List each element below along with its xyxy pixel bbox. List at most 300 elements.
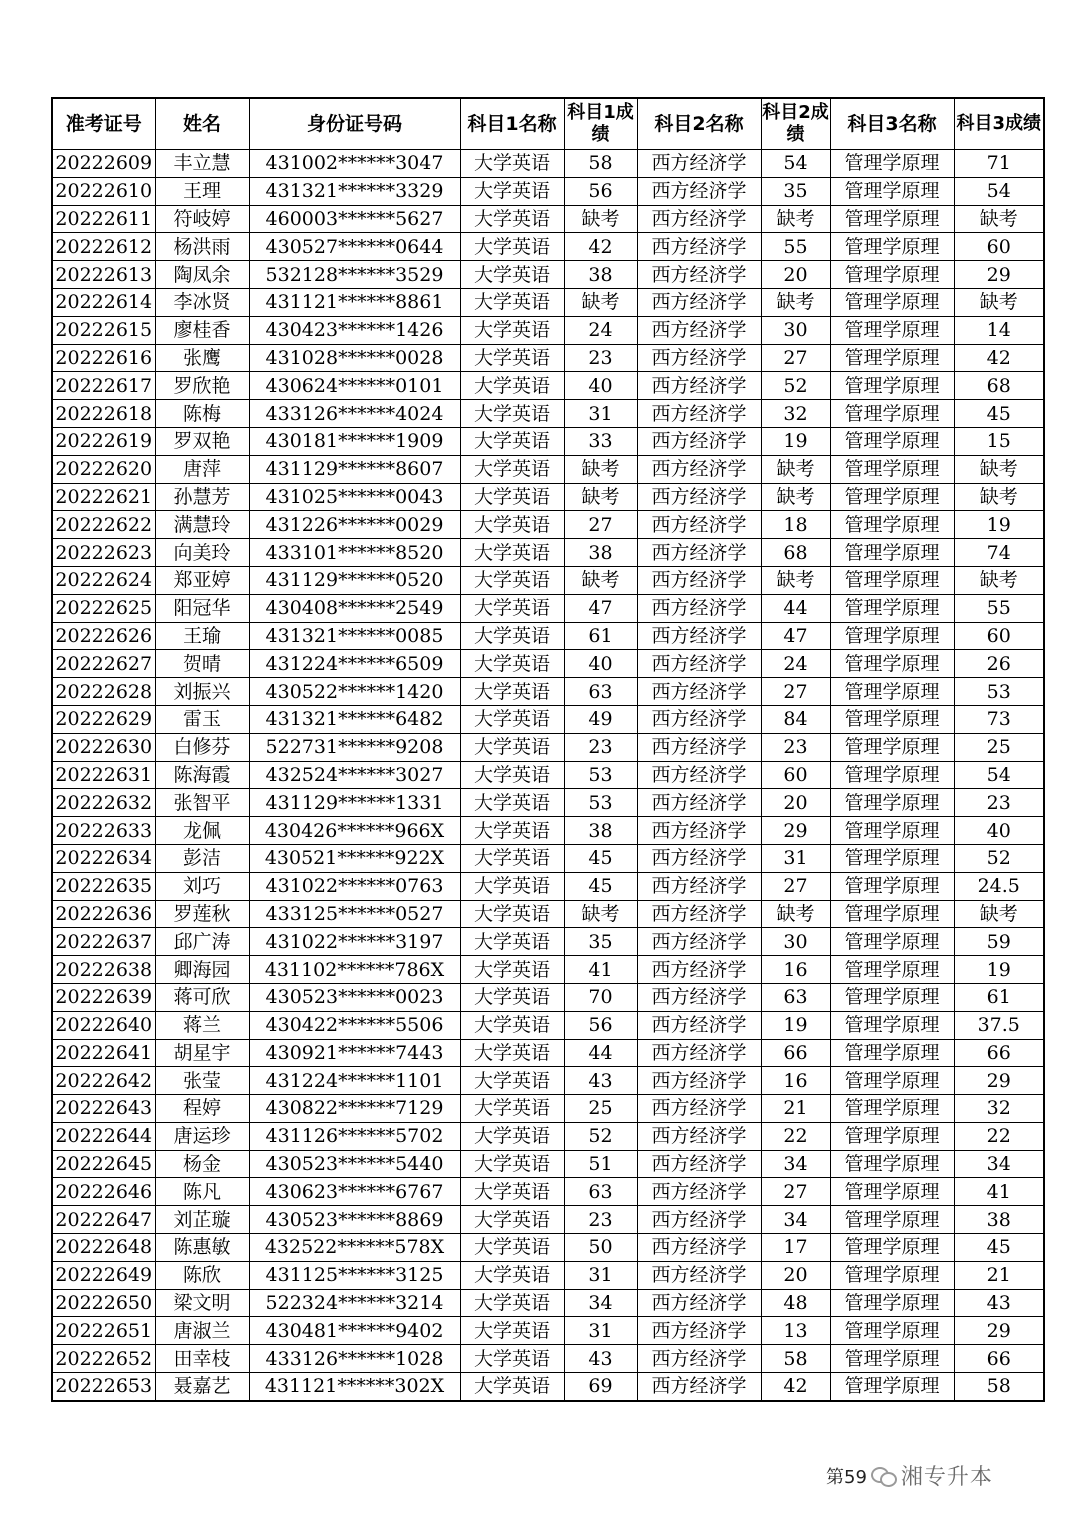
cell-subject3-name: 管理学原理 (830, 261, 954, 289)
cell-name: 陈凡 (155, 1178, 249, 1206)
cell-name: 蒋可欣 (155, 983, 249, 1011)
cell-subject3-name: 管理学原理 (830, 1039, 954, 1067)
cell-subject1-name: 大学英语 (460, 316, 564, 344)
cell-id-number: 433126******4024 (249, 400, 460, 428)
cell-id-number: 430523******8869 (249, 1206, 460, 1234)
cell-subject1-name: 大学英语 (460, 288, 564, 316)
table-row (52, 511, 1044, 539)
cell-subject3-name: 管理学原理 (830, 844, 954, 872)
cell-name: 陈惠敏 (155, 1234, 249, 1262)
table-row (52, 1178, 1044, 1206)
cell-subject2-score: 30 (761, 928, 830, 956)
table-row (52, 1067, 1044, 1095)
cell-subject1-name: 大学英语 (460, 1178, 564, 1206)
cell-subject2-score: 20 (761, 261, 830, 289)
cell-subject3-score: 60 (954, 622, 1044, 650)
cell-name: 白修芬 (155, 733, 249, 761)
cell-subject2-name: 西方经济学 (637, 288, 761, 316)
cell-subject3-name: 管理学原理 (830, 1261, 954, 1289)
cell-subject1-score: 45 (564, 872, 637, 900)
cell-subject2-name: 西方经济学 (637, 316, 761, 344)
cell-exam-id: 20222628 (52, 678, 155, 706)
cell-subject2-name: 西方经济学 (637, 789, 761, 817)
score-table (51, 97, 1045, 1402)
cell-subject1-score: 31 (564, 1261, 637, 1289)
cell-subject2-score: 54 (761, 150, 830, 178)
cell-subject2-score: 缺考 (761, 900, 830, 928)
cell-subject1-score: 23 (564, 733, 637, 761)
cell-subject1-name: 大学英语 (460, 1317, 564, 1345)
cell-subject3-name: 管理学原理 (830, 817, 954, 845)
table-row (52, 566, 1044, 594)
cell-subject2-score: 44 (761, 594, 830, 622)
cell-subject2-score: 84 (761, 705, 830, 733)
cell-subject2-name: 西方经济学 (637, 983, 761, 1011)
cell-subject2-score: 66 (761, 1039, 830, 1067)
cell-subject2-score: 21 (761, 1095, 830, 1123)
cell-subject1-name: 大学英语 (460, 761, 564, 789)
cell-id-number: 431129******1331 (249, 789, 460, 817)
cell-name: 卿海园 (155, 956, 249, 984)
cell-subject3-name: 管理学原理 (830, 650, 954, 678)
cell-subject3-score: 22 (954, 1122, 1044, 1150)
cell-subject1-name: 大学英语 (460, 705, 564, 733)
cell-subject1-name: 大学英语 (460, 817, 564, 845)
cell-exam-id: 20222642 (52, 1067, 155, 1095)
cell-exam-id: 20222613 (52, 261, 155, 289)
cell-name: 罗莲秋 (155, 900, 249, 928)
cell-id-number: 431022******0763 (249, 872, 460, 900)
cell-exam-id: 20222620 (52, 455, 155, 483)
cell-id-number: 431121******302X (249, 1373, 460, 1401)
cell-subject3-name: 管理学原理 (830, 1122, 954, 1150)
cell-subject3-score: 缺考 (954, 205, 1044, 233)
cell-subject1-score: 63 (564, 1178, 637, 1206)
cell-id-number: 430481******9402 (249, 1317, 460, 1345)
cell-subject1-name: 大学英语 (460, 483, 564, 511)
table-row (52, 1373, 1044, 1401)
cell-subject2-name: 西方经济学 (637, 650, 761, 678)
cell-id-number: 431102******786X (249, 956, 460, 984)
cell-id-number: 430408******2549 (249, 594, 460, 622)
cell-subject2-score: 42 (761, 1373, 830, 1401)
cell-exam-id: 20222625 (52, 594, 155, 622)
cell-subject2-name: 西方经济学 (637, 261, 761, 289)
table-row (52, 288, 1044, 316)
cell-subject3-score: 40 (954, 817, 1044, 845)
table-row (52, 483, 1044, 511)
cell-subject2-name: 西方经济学 (637, 928, 761, 956)
cell-subject3-name: 管理学原理 (830, 566, 954, 594)
header-subject3-name: 科目3名称 (830, 98, 954, 150)
cell-subject2-name: 西方经济学 (637, 761, 761, 789)
cell-subject3-score: 45 (954, 1234, 1044, 1262)
cell-subject2-score: 35 (761, 177, 830, 205)
table-row (52, 400, 1044, 428)
cell-subject2-score: 23 (761, 733, 830, 761)
cell-subject2-name: 西方经济学 (637, 205, 761, 233)
cell-subject3-name: 管理学原理 (830, 1011, 954, 1039)
cell-subject3-score: 54 (954, 177, 1044, 205)
cell-subject3-name: 管理学原理 (830, 316, 954, 344)
cell-name: 李冰贤 (155, 288, 249, 316)
header-subject1-name: 科目1名称 (460, 98, 564, 150)
cell-subject1-score: 25 (564, 1095, 637, 1123)
cell-exam-id: 20222632 (52, 789, 155, 817)
cell-exam-id: 20222646 (52, 1178, 155, 1206)
header-subject3-score: 科目3成绩 (954, 98, 1044, 150)
cell-subject2-score: 55 (761, 233, 830, 261)
cell-exam-id: 20222609 (52, 150, 155, 178)
cell-id-number: 430523******0023 (249, 983, 460, 1011)
cell-subject1-score: 45 (564, 844, 637, 872)
cell-subject2-name: 西方经济学 (637, 1234, 761, 1262)
cell-name: 张智平 (155, 789, 249, 817)
cell-subject2-name: 西方经济学 (637, 566, 761, 594)
cell-exam-id: 20222634 (52, 844, 155, 872)
cell-name: 刘芷璇 (155, 1206, 249, 1234)
cell-subject2-name: 西方经济学 (637, 1150, 761, 1178)
cell-subject3-name: 管理学原理 (830, 1345, 954, 1373)
cell-id-number: 430624******0101 (249, 372, 460, 400)
cell-subject2-name: 西方经济学 (637, 1345, 761, 1373)
cell-exam-id: 20222616 (52, 344, 155, 372)
cell-subject2-score: 缺考 (761, 455, 830, 483)
cell-id-number: 432522******578X (249, 1234, 460, 1262)
cell-exam-id: 20222630 (52, 733, 155, 761)
cell-subject2-name: 西方经济学 (637, 594, 761, 622)
cell-exam-id: 20222618 (52, 400, 155, 428)
cell-subject3-score: 37.5 (954, 1011, 1044, 1039)
cell-subject3-score: 41 (954, 1178, 1044, 1206)
cell-subject2-score: 24 (761, 650, 830, 678)
cell-subject3-score: 26 (954, 650, 1044, 678)
cell-subject3-name: 管理学原理 (830, 177, 954, 205)
cell-subject3-name: 管理学原理 (830, 372, 954, 400)
cell-subject2-name: 西方经济学 (637, 1011, 761, 1039)
header-subject2-score: 科目2成绩 (761, 98, 830, 150)
cell-subject1-name: 大学英语 (460, 594, 564, 622)
table-row (52, 1206, 1044, 1234)
cell-subject3-name: 管理学原理 (830, 1095, 954, 1123)
cell-subject1-score: 31 (564, 400, 637, 428)
cell-subject3-score: 缺考 (954, 900, 1044, 928)
cell-subject3-name: 管理学原理 (830, 789, 954, 817)
cell-subject2-score: 48 (761, 1289, 830, 1317)
table-row (52, 705, 1044, 733)
cell-exam-id: 20222626 (52, 622, 155, 650)
cell-subject3-name: 管理学原理 (830, 1234, 954, 1262)
cell-subject1-score: 53 (564, 789, 637, 817)
cell-subject1-name: 大学英语 (460, 1373, 564, 1401)
cell-subject3-name: 管理学原理 (830, 1289, 954, 1317)
cell-subject1-name: 大学英语 (460, 928, 564, 956)
cell-subject2-score: 60 (761, 761, 830, 789)
cell-name: 刘振兴 (155, 678, 249, 706)
table-row (52, 594, 1044, 622)
cell-subject2-score: 52 (761, 372, 830, 400)
cell-subject2-score: 缺考 (761, 566, 830, 594)
cell-subject1-name: 大学英语 (460, 427, 564, 455)
cell-id-number: 431224******1101 (249, 1067, 460, 1095)
cell-subject1-name: 大学英语 (460, 956, 564, 984)
cell-subject1-score: 44 (564, 1039, 637, 1067)
cell-subject3-name: 管理学原理 (830, 1373, 954, 1401)
cell-subject3-score: 14 (954, 316, 1044, 344)
cell-subject2-name: 西方经济学 (637, 622, 761, 650)
cell-exam-id: 20222619 (52, 427, 155, 455)
cell-subject1-name: 大学英语 (460, 1234, 564, 1262)
table-row (52, 372, 1044, 400)
cell-subject2-score: 22 (761, 1122, 830, 1150)
cell-id-number: 431129******8607 (249, 455, 460, 483)
cell-subject1-name: 大学英语 (460, 1150, 564, 1178)
cell-id-number: 430822******7129 (249, 1095, 460, 1123)
cell-subject3-name: 管理学原理 (830, 956, 954, 984)
cell-subject1-score: 34 (564, 1289, 637, 1317)
cell-subject3-score: 42 (954, 344, 1044, 372)
cell-subject1-name: 大学英语 (460, 261, 564, 289)
cell-subject2-name: 西方经济学 (637, 1039, 761, 1067)
cell-id-number: 431126******5702 (249, 1122, 460, 1150)
cell-name: 满慧玲 (155, 511, 249, 539)
cell-subject2-name: 西方经济学 (637, 233, 761, 261)
cell-subject2-score: 13 (761, 1317, 830, 1345)
cell-exam-id: 20222639 (52, 983, 155, 1011)
cell-subject1-score: 43 (564, 1345, 637, 1373)
cell-subject1-name: 大学英语 (460, 372, 564, 400)
cell-subject1-name: 大学英语 (460, 1261, 564, 1289)
cell-id-number: 430522******1420 (249, 678, 460, 706)
cell-id-number: 522324******3214 (249, 1289, 460, 1317)
wechat-icon (871, 1465, 897, 1487)
cell-name: 陈梅 (155, 400, 249, 428)
cell-id-number: 431321******6482 (249, 705, 460, 733)
cell-subject2-name: 西方经济学 (637, 400, 761, 428)
table-row (52, 344, 1044, 372)
cell-exam-id: 20222641 (52, 1039, 155, 1067)
page-footer (826, 1460, 993, 1491)
table-row (52, 1234, 1044, 1262)
cell-subject1-score: 56 (564, 177, 637, 205)
cell-id-number: 430623******6767 (249, 1178, 460, 1206)
cell-exam-id: 20222624 (52, 566, 155, 594)
cell-name: 程婷 (155, 1095, 249, 1123)
cell-name: 陈欣 (155, 1261, 249, 1289)
cell-subject3-score: 19 (954, 956, 1044, 984)
table-row (52, 205, 1044, 233)
cell-exam-id: 20222644 (52, 1122, 155, 1150)
cell-subject2-name: 西方经济学 (637, 1178, 761, 1206)
cell-name: 邱广涛 (155, 928, 249, 956)
cell-subject3-name: 管理学原理 (830, 761, 954, 789)
cell-subject3-score: 68 (954, 372, 1044, 400)
cell-subject3-score: 73 (954, 705, 1044, 733)
cell-subject2-score: 29 (761, 817, 830, 845)
header-subject1-score: 科目1成绩 (564, 98, 637, 150)
cell-name: 张鹰 (155, 344, 249, 372)
cell-exam-id: 20222640 (52, 1011, 155, 1039)
cell-subject1-name: 大学英语 (460, 622, 564, 650)
table-row (52, 983, 1044, 1011)
cell-subject3-score: 29 (954, 1317, 1044, 1345)
cell-subject1-name: 大学英语 (460, 1039, 564, 1067)
cell-subject2-score: 31 (761, 844, 830, 872)
cell-subject2-name: 西方经济学 (637, 1206, 761, 1234)
cell-subject1-name: 大学英语 (460, 983, 564, 1011)
cell-subject1-name: 大学英语 (460, 789, 564, 817)
cell-subject1-score: 33 (564, 427, 637, 455)
cell-id-number: 430422******5506 (249, 1011, 460, 1039)
cell-subject2-name: 西方经济学 (637, 1261, 761, 1289)
cell-subject2-score: 19 (761, 1011, 830, 1039)
table-row (52, 1317, 1044, 1345)
cell-exam-id: 20222611 (52, 205, 155, 233)
table-row (52, 455, 1044, 483)
cell-subject2-name: 西方经济学 (637, 1289, 761, 1317)
cell-name: 杨洪雨 (155, 233, 249, 261)
cell-subject2-name: 西方经济学 (637, 372, 761, 400)
header-name: 姓名 (155, 98, 249, 150)
table-row (52, 316, 1044, 344)
cell-subject2-name: 西方经济学 (637, 900, 761, 928)
cell-subject2-score: 27 (761, 344, 830, 372)
cell-subject3-score: 55 (954, 594, 1044, 622)
cell-subject3-score: 52 (954, 844, 1044, 872)
cell-subject3-name: 管理学原理 (830, 928, 954, 956)
cell-exam-id: 20222651 (52, 1317, 155, 1345)
table-row (52, 177, 1044, 205)
cell-subject3-score: 43 (954, 1289, 1044, 1317)
cell-name: 田幸枝 (155, 1345, 249, 1373)
cell-subject1-score: 38 (564, 261, 637, 289)
cell-id-number: 430521******922X (249, 844, 460, 872)
cell-subject2-name: 西方经济学 (637, 455, 761, 483)
cell-subject2-score: 缺考 (761, 288, 830, 316)
cell-subject2-score: 16 (761, 956, 830, 984)
cell-subject2-score: 32 (761, 400, 830, 428)
cell-exam-id: 20222621 (52, 483, 155, 511)
cell-id-number: 430423******1426 (249, 316, 460, 344)
cell-subject2-score: 20 (761, 1261, 830, 1289)
page-number: 第59 (826, 1466, 867, 1488)
cell-subject3-name: 管理学原理 (830, 288, 954, 316)
cell-subject2-name: 西方经济学 (637, 1095, 761, 1123)
cell-subject1-name: 大学英语 (460, 1206, 564, 1234)
table-row (52, 233, 1044, 261)
cell-subject2-score: 17 (761, 1234, 830, 1262)
cell-subject1-name: 大学英语 (460, 455, 564, 483)
cell-name: 唐萍 (155, 455, 249, 483)
cell-exam-id: 20222633 (52, 817, 155, 845)
cell-name: 罗双艳 (155, 427, 249, 455)
cell-subject1-name: 大学英语 (460, 650, 564, 678)
cell-subject3-score: 61 (954, 983, 1044, 1011)
cell-subject1-score: 40 (564, 372, 637, 400)
cell-subject1-name: 大学英语 (460, 844, 564, 872)
cell-subject3-score: 66 (954, 1039, 1044, 1067)
cell-subject3-name: 管理学原理 (830, 344, 954, 372)
cell-subject2-name: 西方经济学 (637, 344, 761, 372)
cell-exam-id: 20222631 (52, 761, 155, 789)
cell-subject2-name: 西方经济学 (637, 483, 761, 511)
cell-id-number: 430527******0644 (249, 233, 460, 261)
cell-exam-id: 20222636 (52, 900, 155, 928)
cell-subject3-name: 管理学原理 (830, 1317, 954, 1345)
cell-name: 张莹 (155, 1067, 249, 1095)
cell-subject2-score: 缺考 (761, 483, 830, 511)
header-subject2-name: 科目2名称 (637, 98, 761, 150)
cell-name: 聂嘉艺 (155, 1373, 249, 1401)
cell-subject2-name: 西方经济学 (637, 150, 761, 178)
table-row (52, 956, 1044, 984)
cell-subject3-score: 32 (954, 1095, 1044, 1123)
cell-subject1-score: 58 (564, 150, 637, 178)
cell-subject2-name: 西方经济学 (637, 705, 761, 733)
table-row (52, 1039, 1044, 1067)
table-row (52, 539, 1044, 567)
cell-subject2-name: 西方经济学 (637, 678, 761, 706)
cell-name: 唐运珍 (155, 1122, 249, 1150)
table-row (52, 1122, 1044, 1150)
cell-name: 龙佩 (155, 817, 249, 845)
cell-subject1-name: 大学英语 (460, 539, 564, 567)
cell-exam-id: 20222653 (52, 1373, 155, 1401)
cell-id-number: 430523******5440 (249, 1150, 460, 1178)
cell-subject3-score: 15 (954, 427, 1044, 455)
cell-subject2-name: 西方经济学 (637, 1122, 761, 1150)
cell-subject3-score: 29 (954, 261, 1044, 289)
cell-subject3-name: 管理学原理 (830, 400, 954, 428)
cell-exam-id: 20222629 (52, 705, 155, 733)
cell-subject1-score: 70 (564, 983, 637, 1011)
table-row (52, 622, 1044, 650)
cell-id-number: 431022******3197 (249, 928, 460, 956)
cell-exam-id: 20222617 (52, 372, 155, 400)
cell-subject2-score: 58 (761, 1345, 830, 1373)
cell-subject2-score: 27 (761, 678, 830, 706)
cell-subject1-score: 35 (564, 928, 637, 956)
cell-subject2-score: 27 (761, 1178, 830, 1206)
cell-subject2-name: 西方经济学 (637, 1317, 761, 1345)
cell-subject1-score: 50 (564, 1234, 637, 1262)
header-id-number: 身份证号码 (249, 98, 460, 150)
cell-exam-id: 20222652 (52, 1345, 155, 1373)
cell-subject2-name: 西方经济学 (637, 1373, 761, 1401)
table-row (52, 150, 1044, 178)
cell-subject3-name: 管理学原理 (830, 872, 954, 900)
cell-id-number: 431002******3047 (249, 150, 460, 178)
cell-subject2-name: 西方经济学 (637, 177, 761, 205)
cell-exam-id: 20222614 (52, 288, 155, 316)
table-row (52, 817, 1044, 845)
table-row (52, 1261, 1044, 1289)
cell-id-number: 431224******6509 (249, 650, 460, 678)
cell-subject1-score: 61 (564, 622, 637, 650)
cell-subject3-name: 管理学原理 (830, 983, 954, 1011)
cell-subject2-score: 30 (761, 316, 830, 344)
cell-subject3-name: 管理学原理 (830, 511, 954, 539)
cell-subject1-name: 大学英语 (460, 233, 564, 261)
cell-subject3-score: 53 (954, 678, 1044, 706)
cell-subject3-score: 21 (954, 1261, 1044, 1289)
cell-subject3-name: 管理学原理 (830, 455, 954, 483)
cell-subject2-score: 68 (761, 539, 830, 567)
cell-name: 阳冠华 (155, 594, 249, 622)
cell-subject1-name: 大学英语 (460, 1122, 564, 1150)
cell-subject1-name: 大学英语 (460, 900, 564, 928)
cell-subject1-score: 27 (564, 511, 637, 539)
